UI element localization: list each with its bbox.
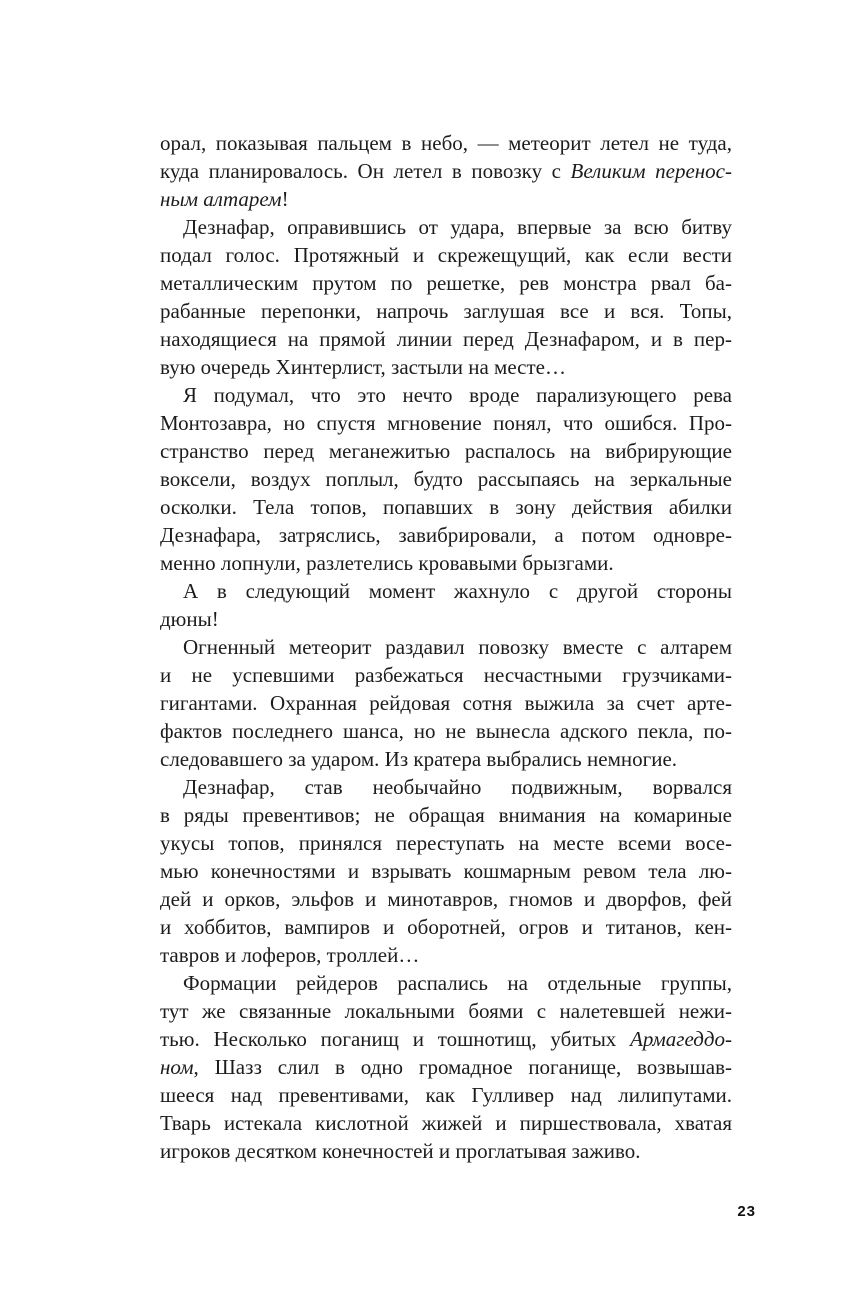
text-line: мью конечностями и взрывать кошмарным ревом тела лю- bbox=[160, 859, 732, 883]
text-line: фактов последнего шанса, но не вынесла адского пекла, по- bbox=[160, 719, 732, 743]
paragraph bbox=[160, 773, 732, 969]
text-line: укусы топов, принялся переступать на месте всеми восе- bbox=[160, 831, 732, 855]
paragraph bbox=[160, 969, 732, 1165]
paragraph bbox=[160, 129, 732, 213]
paragraph bbox=[160, 213, 732, 381]
text-line: дюны! bbox=[160, 607, 219, 631]
text-line: Монтозавра, но спустя мгновение понял, что ошибся. Про- bbox=[160, 411, 732, 435]
text-line: находящиеся на прямой линии перед Дезнафаром, и в пер- bbox=[160, 327, 732, 351]
text-line: осколки. Тела топов, попавших в зону действия абилки bbox=[160, 495, 732, 519]
text-line: и хоббитов, вампиров и оборотней, огров и титанов, кен- bbox=[160, 915, 732, 939]
text-line: орал, показывая пальцем в небо, — метеорит летел не туда, bbox=[160, 131, 732, 155]
italic-text: ным алтарем bbox=[160, 187, 282, 211]
text-line: странство перед меганежитью распалось на вибрирующие bbox=[160, 439, 732, 463]
text-line bbox=[160, 1053, 732, 1081]
paragraph bbox=[160, 633, 732, 773]
text-line: гигантами. Охранная рейдовая сотня выжила за счет арте- bbox=[160, 691, 732, 715]
text-line: Огненный метеорит раздавил повозку вместе с алтарем bbox=[183, 635, 732, 659]
text-line: Дезнафар, став необычайно подвижным, ворвался bbox=[183, 775, 732, 799]
text-line: менно лопнули, разлетелись кровавыми брызгами. bbox=[160, 551, 614, 575]
body-text bbox=[160, 129, 732, 1165]
text-line: Я подумал, что это нечто вроде парализующего рева bbox=[183, 383, 732, 407]
italic-text: Армагеддо- bbox=[630, 1027, 732, 1051]
text-line: Тварь истекала кислотной жижей и пиршествовала, хватая bbox=[160, 1111, 732, 1135]
text-line: тавров и лоферов, троллей… bbox=[160, 943, 420, 967]
text-line: вую очередь Хинтерлист, застыли на месте… bbox=[160, 355, 566, 379]
paragraph bbox=[160, 577, 732, 633]
text-line: воксели, воздух поплыл, будто рассыпаясь на зеркальные bbox=[160, 467, 732, 491]
text-line: Дезнафар, оправившись от удара, впервые за всю битву bbox=[183, 215, 732, 239]
text-line: дей и орков, эльфов и минотавров, гномов и дворфов, фей bbox=[160, 887, 732, 911]
text-segment: тью. Несколько поганищ и тошнотищ, убитых bbox=[160, 1027, 631, 1051]
text-line bbox=[160, 157, 732, 185]
text-segment: , Шазз слил в одно громадное поганище, возвышав- bbox=[193, 1055, 732, 1079]
text-line: подал голос. Протяжный и скрежещущий, как если вести bbox=[160, 243, 732, 267]
text-line: Дезнафара, затряслись, завибрировали, а потом одновре- bbox=[160, 523, 732, 547]
text-line: рабанные перепонки, напрочь заглушая все и вся. Топы, bbox=[160, 299, 732, 323]
text-line bbox=[160, 185, 732, 213]
page-number: 23 bbox=[737, 1203, 756, 1220]
text-line: следовавшего за ударом. Из кратера выбрались немногие. bbox=[160, 747, 678, 771]
text-line: в ряды превентивов; не обращая внимания на комариные bbox=[160, 803, 732, 827]
italic-text: ном bbox=[160, 1055, 194, 1079]
paragraph bbox=[160, 381, 732, 577]
text-line: А в следующий момент жахнуло с другой стороны bbox=[183, 579, 732, 603]
italic-text: Великим перенос- bbox=[570, 159, 732, 183]
text-segment: ! bbox=[281, 187, 289, 211]
text-line: шееся над превентивами, как Гулливер над лилипутами. bbox=[160, 1083, 732, 1107]
text-line: и не успевшими разбежаться несчастными грузчиками- bbox=[160, 663, 732, 687]
text-line: игроков десятком конечностей и проглатывая заживо. bbox=[160, 1139, 641, 1163]
text-line: Формации рейдеров распались на отдельные группы, bbox=[183, 971, 732, 995]
text-line: тут же связанные локальными боями с налетевшей нежи- bbox=[160, 999, 732, 1023]
text-line: металлическим прутом по решетке, рев монстра рвал ба- bbox=[160, 271, 732, 295]
text-line bbox=[160, 1025, 732, 1053]
text-segment: куда планировалось. Он летел в повозку с bbox=[160, 159, 571, 183]
